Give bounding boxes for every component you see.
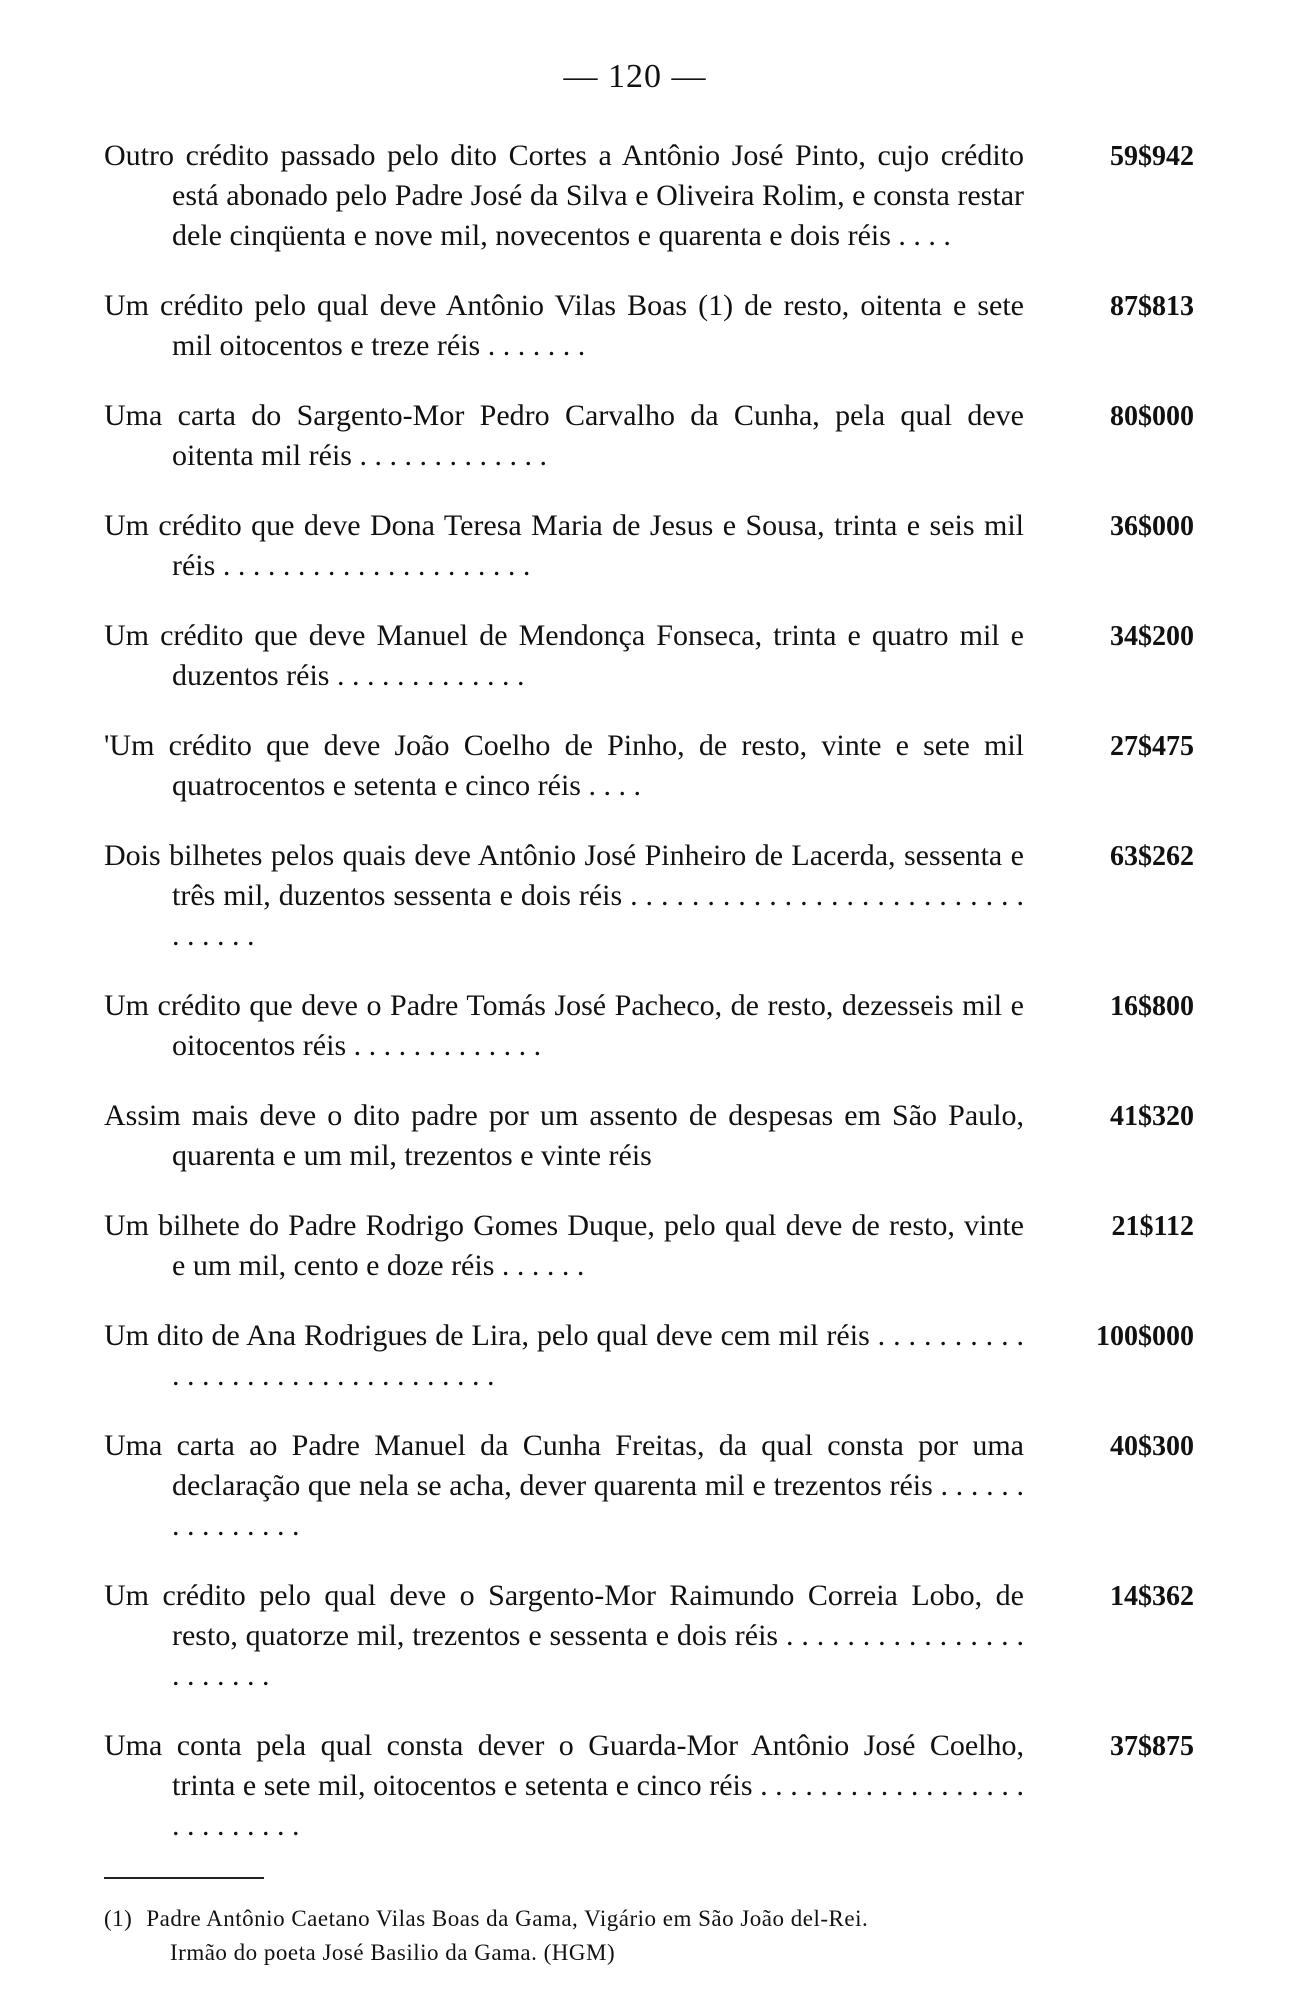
ledger-entry-amount: 27$475 (1110, 731, 1194, 762)
ledger-entry-amount: 21$112 (1111, 1211, 1194, 1242)
ledger-entry-row (104, 1576, 1194, 1696)
ledger-entry-amount: 87$813 (1110, 291, 1194, 322)
ledger-entry-amount: 40$300 (1110, 1431, 1194, 1462)
ledger-entry-row (104, 286, 1194, 366)
ledger-entry-text: Uma carta ao Padre Manuel da Cunha Freitas, da qual consta por uma declaração que nela se acha, dever quarenta mil e trezentos réis . . . . . . . . . . . . . . . (104, 1429, 1024, 1542)
ledger-entry (104, 1576, 1194, 1696)
ledger-entry-text: Assim mais deve o dito padre por um assento de despesas em São Paulo, quarenta e um mil, trezentos e vinte réis (104, 1099, 1024, 1172)
footnote (104, 1902, 1194, 1970)
ledger-entry-amount: 100$000 (1096, 1321, 1194, 1352)
ledger-entry (104, 136, 1194, 256)
ledger-entry-row (104, 506, 1194, 586)
ledger-entry-row (104, 986, 1194, 1066)
ledger-entry-text: Um crédito pelo qual deve Antônio Vilas Boas (1) de resto, oitenta e sete mil oitocentos e treze réis . . . . . . . (104, 289, 1024, 362)
ledger-entry (104, 506, 1194, 586)
ledger-entry-amount: 34$200 (1110, 621, 1194, 652)
ledger-entry-row (104, 1426, 1194, 1546)
ledger-entry-amount: 36$000 (1110, 511, 1194, 542)
ledger-entry (104, 396, 1194, 476)
ledger-entry (104, 836, 1194, 956)
ledger-entry-text: Um crédito que deve Dona Teresa Maria de Jesus e Sousa, trinta e seis mil réis . . . . . . . . . . . . . . . . . . . . . (104, 509, 1024, 582)
ledger-entry (104, 1096, 1194, 1176)
footnote-line-2: Irmão do poeta José Basilio da Gama. (HGM) (170, 1940, 616, 1965)
ledger-entry-amount: 63$262 (1110, 841, 1194, 872)
ledger-entry-row (104, 726, 1194, 806)
ledger-entry (104, 286, 1194, 366)
ledger-entry-row (104, 836, 1194, 956)
ledger-entry-row (104, 1726, 1194, 1846)
ledger-entry (104, 1316, 1194, 1396)
ledger-entry-amount: 59$942 (1110, 141, 1194, 172)
ledger-entry-text: Dois bilhetes pelos quais deve Antônio José Pinheiro de Lacerda, sessenta e três mil, duzentos sessenta e dois réis . . . . . . . . . . . . . . . . . . . . . . . . . . . . . . . . (104, 839, 1024, 952)
page-number: — 120 — (563, 58, 707, 95)
ledger-entry (104, 1206, 1194, 1286)
ledger-entry-amount: 14$362 (1110, 1581, 1194, 1612)
ledger-entry (104, 1726, 1194, 1846)
ledger-entry-row (104, 1316, 1194, 1396)
ledger-entry-amount: 16$800 (1110, 991, 1194, 1022)
footnote-mark: (1) (104, 1906, 133, 1931)
ledger-entry-amount: 37$875 (1110, 1731, 1194, 1762)
ledger-entry (104, 616, 1194, 696)
ledger-entry-amount: 80$000 (1110, 401, 1194, 432)
ledger-entry-text: Outro crédito passado pelo dito Cortes a Antônio José Pinto, cujo crédito está abonado pelo Padre José da Silva e Oliveira Rolim, e consta restar dele cinqüenta e nove mil, novecentos e quarenta e dois réis . . . . (104, 139, 1024, 252)
footnote-divider (104, 1877, 264, 1879)
ledger-entry (104, 986, 1194, 1066)
ledger-entry-text: Um dito de Ana Rodrigues de Lira, pelo qual deve cem mil réis . . . . . . . . . . . . . . . . . . . . . . . . . . . . . . . . (104, 1319, 1024, 1392)
ledger-entries (104, 136, 1194, 1876)
ledger-entry-text: Um crédito que deve o Padre Tomás José Pacheco, de resto, dezesseis mil e oitocentos réis . . . . . . . . . . . . . (104, 989, 1024, 1062)
ledger-entry-row (104, 396, 1194, 476)
ledger-entry-text: Um crédito pelo qual deve o Sargento-Mor Raimundo Correia Lobo, de resto, quatorze mil, trezentos e sessenta e dois réis . . . . . . . . . . . . . . . . . . . . . . . (104, 1579, 1024, 1692)
ledger-entry (104, 726, 1194, 806)
footnote-line-1: Padre Antônio Caetano Vilas Boas da Gama, Vigário em São João del-Rei. (146, 1906, 869, 1931)
ledger-entry-row (104, 616, 1194, 696)
ledger-entry-row (104, 1096, 1194, 1176)
ledger-entry-text: Uma conta pela qual consta dever o Guarda-Mor Antônio José Coelho, trinta e sete mil, oitocentos e setenta e cinco réis . . . . . . . . . . . . . . . . . . . . . . . . . . . (104, 1729, 1024, 1842)
ledger-entry-text: Um bilhete do Padre Rodrigo Gomes Duque, pelo qual deve de resto, vinte e um mil, cento e doze réis . . . . . . (104, 1209, 1024, 1282)
ledger-entry-row (104, 1206, 1194, 1286)
ledger-entry-text: 'Um crédito que deve João Coelho de Pinho, de resto, vinte e sete mil quatrocentos e setenta e cinco réis . . . . (104, 729, 1024, 802)
ledger-entry-text: Uma carta do Sargento-Mor Pedro Carvalho da Cunha, pela qual deve oitenta mil réis . . . . . . . . . . . . . (104, 399, 1024, 472)
ledger-entry-amount: 41$320 (1110, 1101, 1194, 1132)
ledger-entry (104, 1426, 1194, 1546)
ledger-entry-text: Um crédito que deve Manuel de Mendonça Fonseca, trinta e quatro mil e duzentos réis . . . . . . . . . . . . . (104, 619, 1024, 692)
ledger-entry-row (104, 136, 1194, 256)
